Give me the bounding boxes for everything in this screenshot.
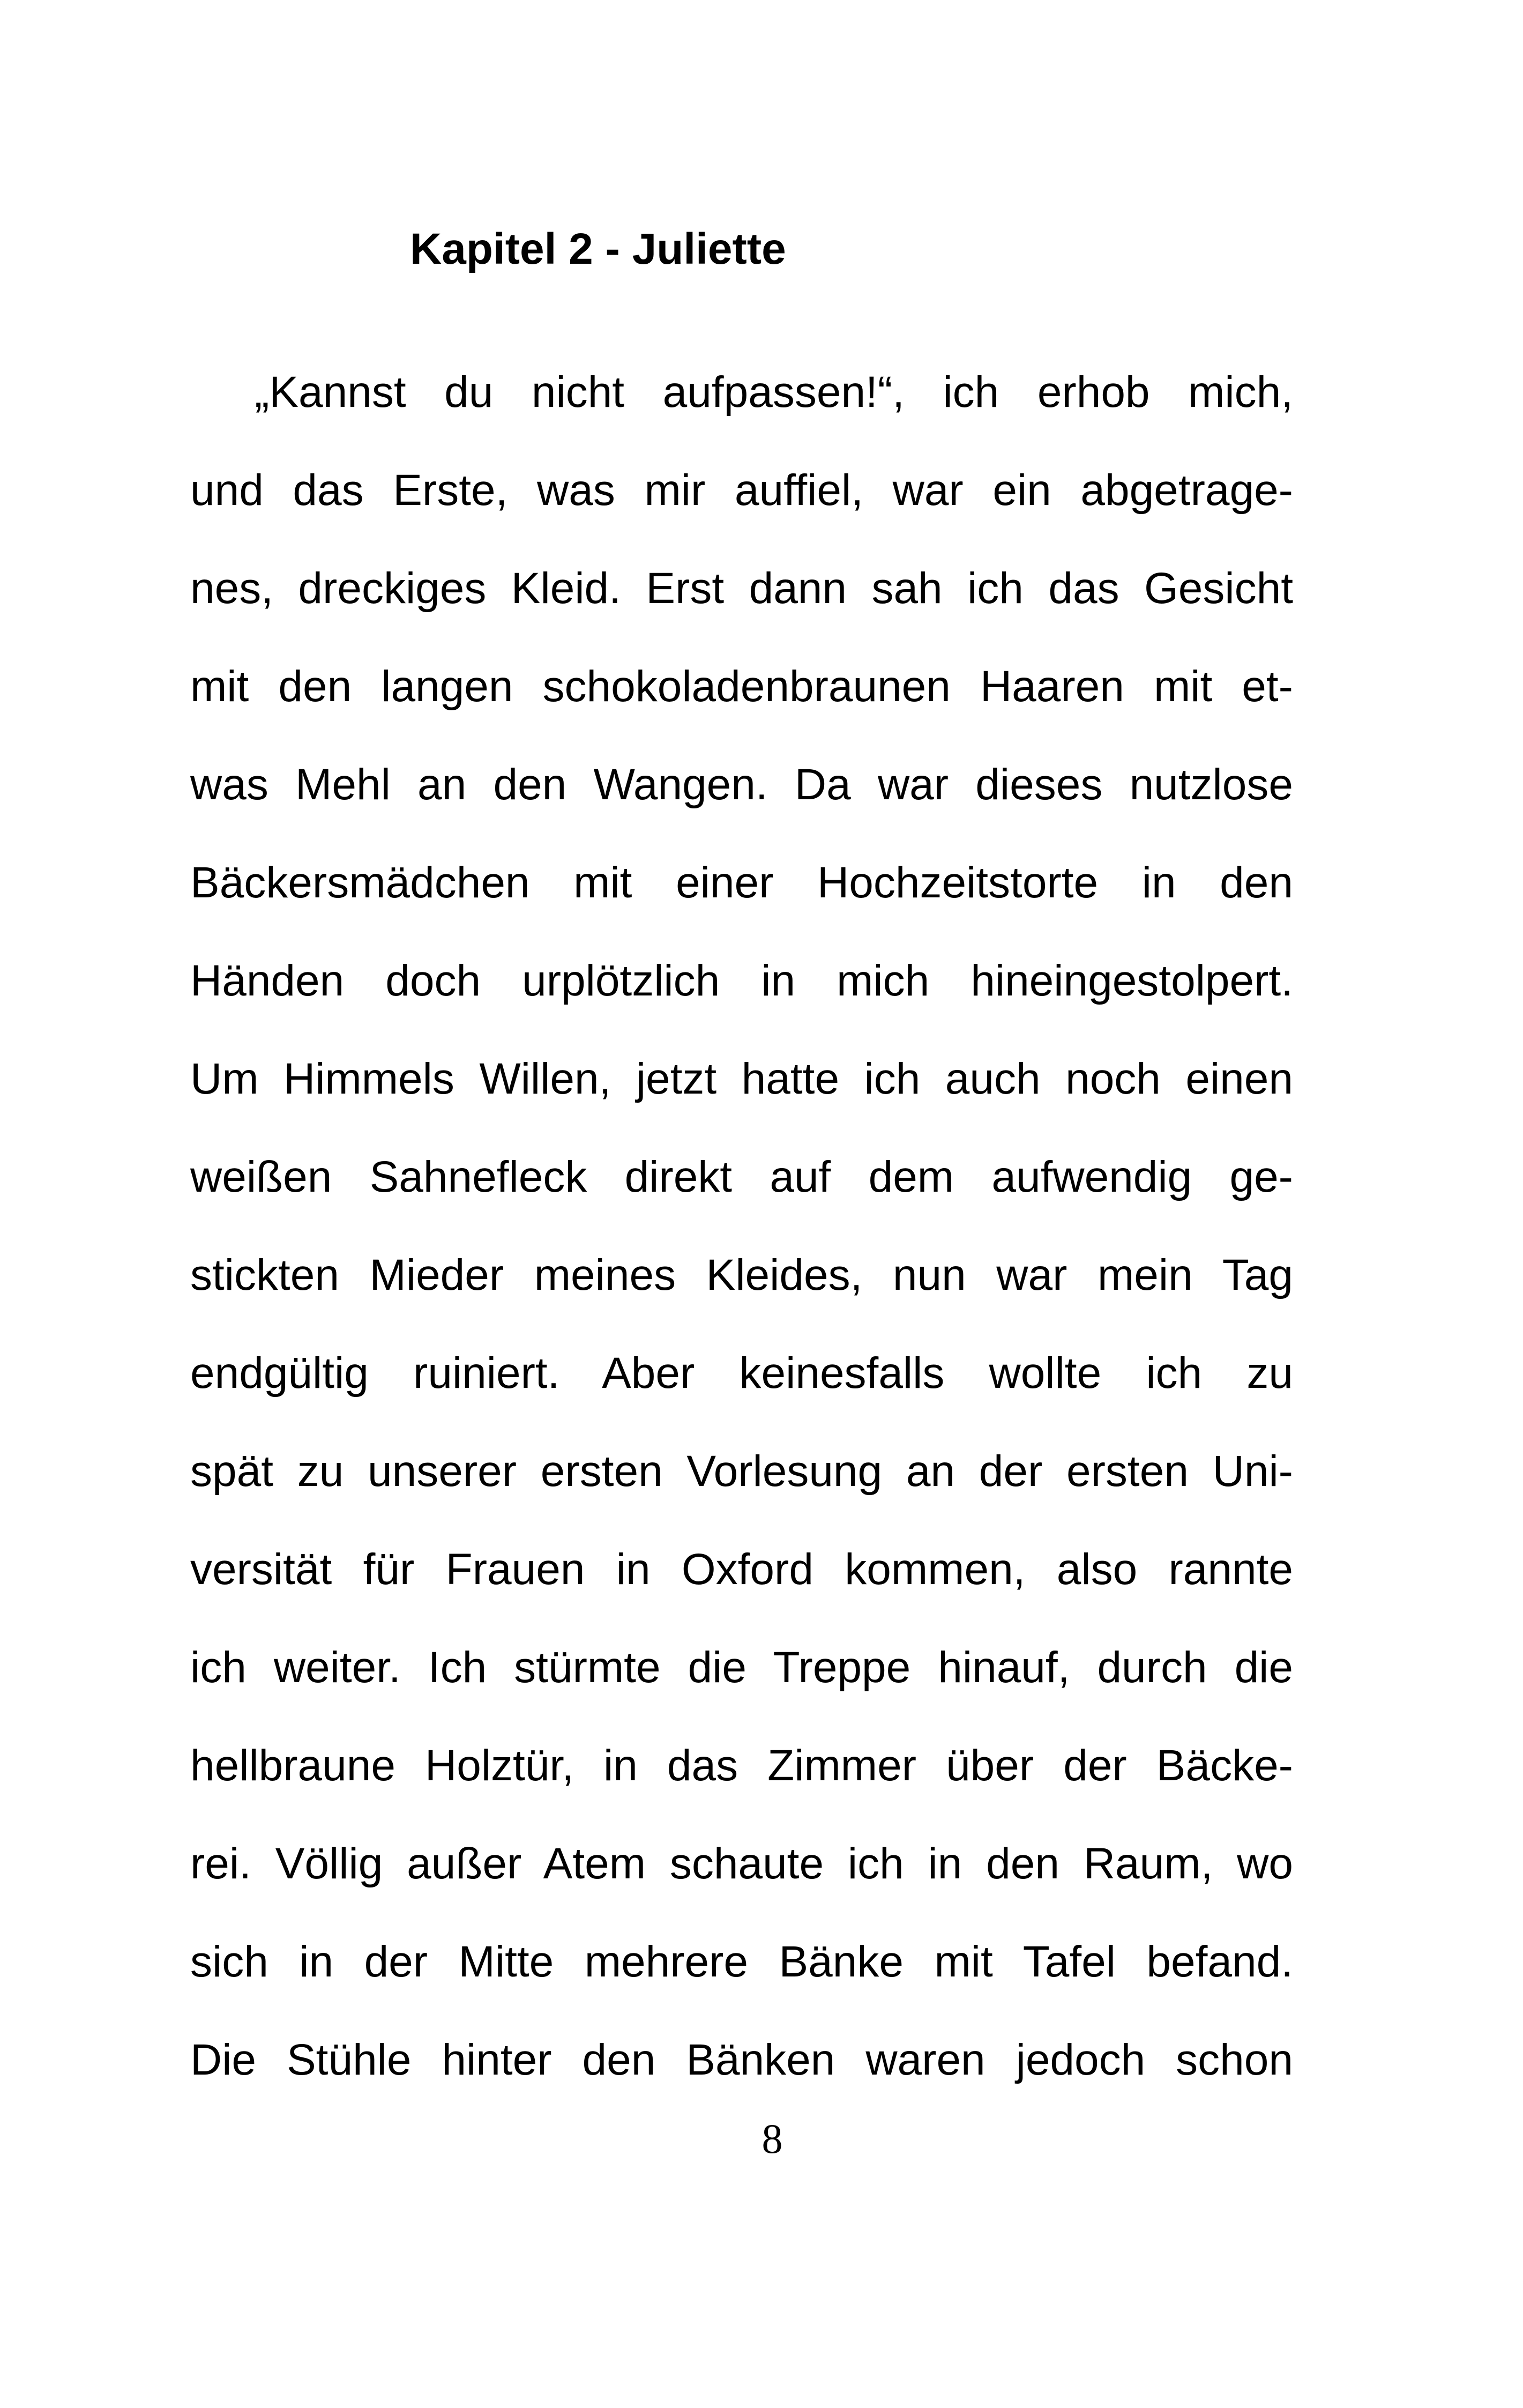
chapter-title: Kapitel 2 - Juliette: [410, 225, 786, 273]
text-line: stickten Mieder meines Kleides, nun war mein Tag: [190, 1251, 1293, 1299]
text-line: sich in der Mitte mehrere Bänke mit Tafel befand.: [190, 1937, 1293, 1986]
text-line: versität für Frauen in Oxford kommen, also rannte: [190, 1545, 1293, 1594]
text-line: Um Himmels Willen, jetzt hatte ich auch noch einen: [190, 1054, 1293, 1103]
text-line: hellbraune Holztür, in das Zimmer über der Bäcke-: [190, 1741, 1293, 1790]
text-line: „Kannst du nicht aufpassen!“, ich erhob mich,: [255, 368, 1293, 417]
page-number: 8: [762, 2115, 783, 2162]
text-line: nes, dreckiges Kleid. Erst dann sah ich das Gesicht: [190, 564, 1293, 613]
text-line: ich weiter. Ich stürmte die Treppe hinauf, durch die: [190, 1643, 1293, 1692]
text-line: Bäckersmädchen mit einer Hochzeitstorte in den: [190, 858, 1293, 907]
text-line: mit den langen schokoladenbraunen Haaren mit et-: [190, 662, 1293, 711]
body-text: [190, 343, 1293, 2109]
text-line: rei. Völlig außer Atem schaute ich in den Raum, wo: [190, 1839, 1293, 1888]
text-line: Händen doch urplötzlich in mich hineingestolpert.: [190, 956, 1293, 1005]
text-line: endgültig ruiniert. Aber keinesfalls wollte ich zu: [190, 1349, 1293, 1398]
text-line: was Mehl an den Wangen. Da war dieses nutzlose: [190, 760, 1293, 809]
text-line: weißen Sahnefleck direkt auf dem aufwendig ge-: [190, 1153, 1293, 1201]
text-line: und das Erste, was mir auffiel, war ein abgetrage-: [190, 466, 1293, 515]
text-line: Die Stühle hinter den Bänken waren jedoch schon: [190, 2035, 1293, 2084]
text-line: spät zu unserer ersten Vorlesung an der ersten Uni-: [190, 1447, 1293, 1496]
